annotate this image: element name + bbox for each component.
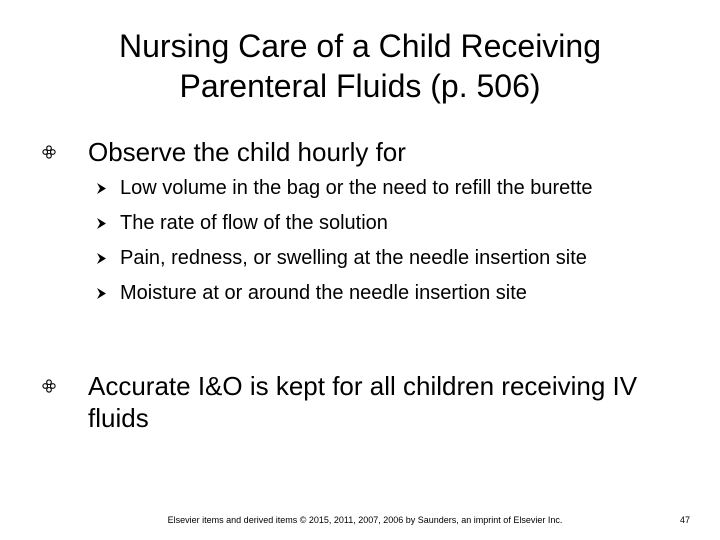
bullet-observe-text: Observe the child hourly for <box>88 137 406 167</box>
sub-item-text: Low volume in the bag or the need to refill the burette <box>120 177 593 199</box>
slide-title <box>40 26 680 106</box>
arrowhead-bullet-icon <box>96 287 107 300</box>
sub-item-flow-rate <box>120 212 680 235</box>
arrowhead-bullet-icon <box>96 217 107 230</box>
arrowhead-bullet-icon <box>96 182 107 195</box>
sub-item-moisture <box>120 282 680 305</box>
sub-item-text: The rate of flow of the solution <box>120 212 388 234</box>
bullet-accurate-io <box>42 370 692 434</box>
sub-item-pain-redness <box>120 247 680 270</box>
flower-bullet-icon <box>42 379 56 393</box>
bullet-observe <box>42 136 692 168</box>
bullet-accurate-io-text: Accurate I&O is kept for all children receiving IV fluids <box>88 371 638 433</box>
sub-item-text: Pain, redness, or swelling at the needle insertion site <box>120 247 587 269</box>
slide-title-line-2: Parenteral Fluids (p. 506) <box>179 68 541 104</box>
page-number: 47 <box>679 515 690 525</box>
sub-item-text: Moisture at or around the needle insertion site <box>120 282 527 304</box>
observation-sublist <box>120 177 680 317</box>
slide-title-line-1: Nursing Care of a Child Receiving <box>119 28 601 64</box>
arrowhead-bullet-icon <box>96 252 107 265</box>
flower-bullet-icon <box>42 145 56 159</box>
copyright-footer: Elsevier items and derived items © 2015, 2011, 2007, 2006 by Saunders, an imprint of Elsevier Inc. <box>167 515 563 525</box>
sub-item-low-volume <box>120 177 680 200</box>
